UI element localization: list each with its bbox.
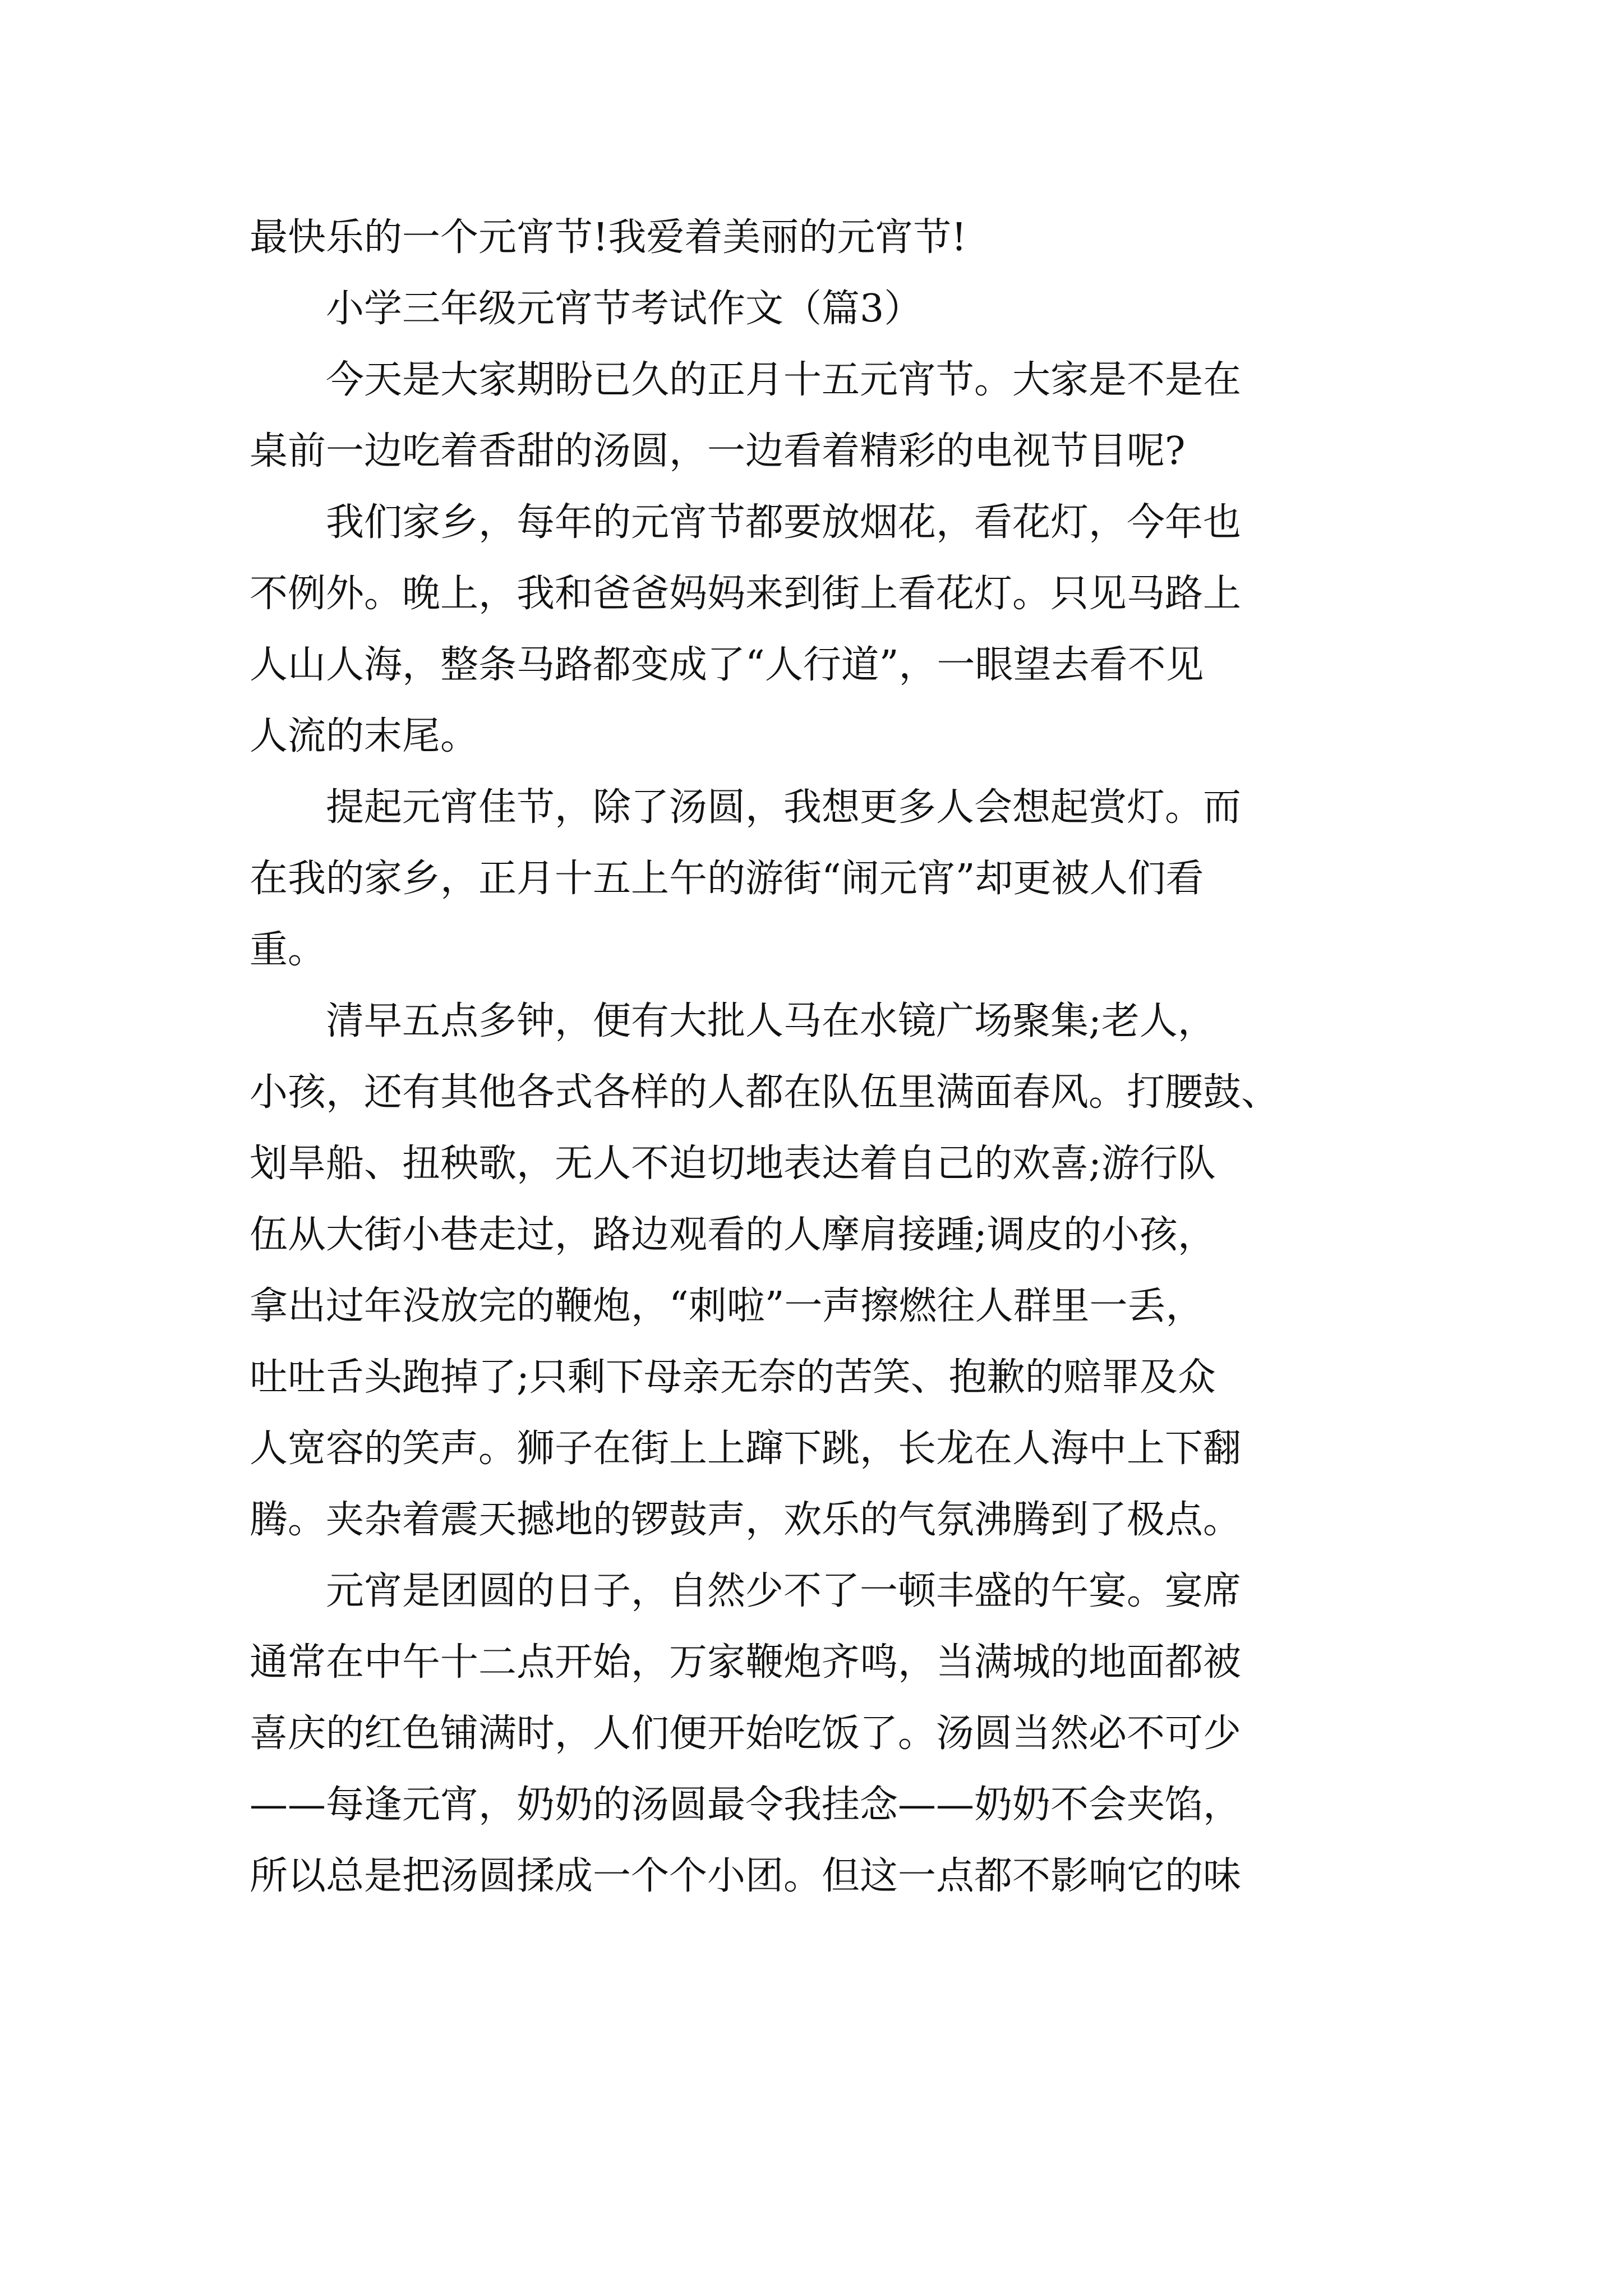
paragraph xyxy=(250,1556,1388,1912)
text-line: 小学三年级元宵节考试作文（篇3） xyxy=(326,287,923,331)
text-line: 伍从大街小巷走过，路边观看的人摩肩接踵;调皮的小孩， xyxy=(250,1213,1216,1257)
text-line: 最快乐的一个元宵节!我爱着美丽的元宵节! xyxy=(250,215,967,260)
text-line: 清早五点多钟，便有大批人马在水镜广场聚集;老人， xyxy=(326,999,1216,1043)
text-line: 小孩，还有其他各式各样的人都在队伍里满面春风。打腰鼓、 xyxy=(250,1070,1280,1115)
paragraph-continuation xyxy=(250,202,1388,273)
paragraph xyxy=(250,487,1388,772)
text-line: 桌前一边吃着香甜的汤圆，一边看着精彩的电视节目呢? xyxy=(250,429,1186,473)
text-line: 划旱船、扭秧歌，无人不迫切地表达着自己的欢喜;游行队 xyxy=(250,1142,1216,1186)
paragraph xyxy=(250,772,1388,986)
text-line: 今天是大家期盼已久的正月十五元宵节。大家是不是在 xyxy=(326,358,1242,402)
text-line: 所以总是把汤圆揉成一个个小团。但这一点都不影响它的味 xyxy=(250,1854,1242,1898)
text-line: 通常在中午十二点开始，万家鞭炮齐鸣，当满城的地面都被 xyxy=(250,1640,1242,1685)
text-line: 人山人海，整条马路都变成了“人行道”，一眼望去看不见 xyxy=(250,643,1204,687)
text-line: 重。 xyxy=(250,928,326,972)
text-line: 在我的家乡，正月十五上午的游街“闹元宵”却更被人们看 xyxy=(250,857,1204,901)
paragraph xyxy=(250,344,1388,487)
text-line: ——每逢元宵，奶奶的汤圆最令我挂念——奶奶不会夹馅， xyxy=(250,1783,1242,1827)
text-line: 我们家乡，每年的元宵节都要放烟花，看花灯，今年也 xyxy=(326,500,1242,545)
text-line: 拿出过年没放完的鞭炮，“刺啦”一声擦燃往人群里一丢， xyxy=(250,1284,1204,1328)
text-line: 人流的末尾。 xyxy=(250,714,479,758)
essay-heading xyxy=(250,273,1388,344)
text-line: 不例外。晚上，我和爸爸妈妈来到街上看花灯。只见马路上 xyxy=(250,572,1242,616)
text-line: 元宵是团圆的日子，自然少不了一顿丰盛的午宴。宴席 xyxy=(326,1569,1242,1613)
text-line: 吐吐舌头跑掉了;只剩下母亲无奈的苦笑、抱歉的赔罪及众 xyxy=(250,1355,1216,1400)
text-line: 人宽容的笑声。狮子在街上上蹿下跳，长龙在人海中上下翻 xyxy=(250,1427,1242,1471)
text-line: 腾。夹杂着震天撼地的锣鼓声，欢乐的气氛沸腾到了极点。 xyxy=(250,1498,1242,1542)
text-line: 提起元宵佳节，除了汤圆，我想更多人会想起赏灯。而 xyxy=(326,785,1242,830)
paragraph xyxy=(250,986,1388,1556)
essay-body xyxy=(250,202,1388,1912)
text-line: 喜庆的红色铺满时，人们便开始吃饭了。汤圆当然必不可少 xyxy=(250,1711,1242,1756)
